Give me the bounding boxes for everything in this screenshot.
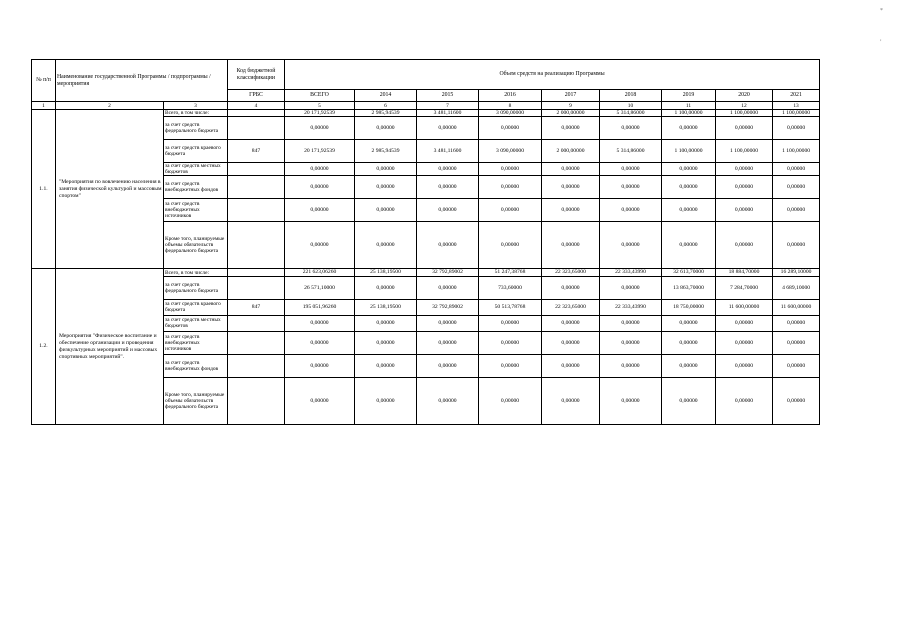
value-year: 0,00000 (479, 117, 542, 140)
column-number-row (32, 102, 820, 110)
value-year: 0,00000 (600, 276, 662, 299)
value-year: 1 100,00000 (716, 110, 773, 117)
value-total: 0,00000 (285, 315, 355, 331)
value-year: 0,00000 (773, 117, 820, 140)
value-total: 26 571,10000 (285, 276, 355, 299)
value-year: 11 600,00000 (716, 299, 773, 315)
header-year: 2020 (716, 90, 773, 102)
value-year: 0,00000 (716, 163, 773, 176)
funding-source: за счет средств краевого бюджета (164, 140, 228, 163)
value-year: 1 100,00000 (773, 140, 820, 163)
table-row (32, 269, 820, 276)
grbs-code (228, 377, 285, 424)
value-year: 0,00000 (662, 199, 716, 222)
value-year: 0,00000 (773, 315, 820, 331)
value-year: 0,00000 (355, 354, 417, 377)
value-year: 0,00000 (542, 222, 600, 269)
value-year: 0,00000 (355, 222, 417, 269)
value-year: 0,00000 (355, 199, 417, 222)
value-year: 0,00000 (600, 377, 662, 424)
grbs-code (228, 110, 285, 117)
header-year: 2018 (600, 90, 662, 102)
value-year: 0,00000 (417, 222, 479, 269)
value-year: 0,00000 (716, 377, 773, 424)
grbs-code (228, 222, 285, 269)
value-year: 0,00000 (417, 315, 479, 331)
value-year: 0,00000 (542, 354, 600, 377)
value-year: 0,00000 (773, 199, 820, 222)
value-year: 2 985,94539 (355, 140, 417, 163)
value-year: 0,00000 (542, 199, 600, 222)
grbs-code (228, 163, 285, 176)
value-year: 0,00000 (600, 315, 662, 331)
table-row (32, 110, 820, 117)
value-year: 0,00000 (662, 176, 716, 199)
value-year: 1 100,00000 (773, 110, 820, 117)
value-year: 0,00000 (600, 354, 662, 377)
grbs-code (228, 354, 285, 377)
value-year: 2 000,00000 (542, 140, 600, 163)
column-number: 6 (355, 102, 417, 110)
grbs-code (228, 331, 285, 354)
header-grbs: ГРБС (228, 90, 285, 102)
block-name: Мероприятия "Физическое воспитание и обеспечение организации и проведения физкультурных мероприятий и массовых спортивных мероприятий". (56, 269, 164, 424)
value-year: 0,00000 (662, 117, 716, 140)
value-year: 0,00000 (773, 176, 820, 199)
value-year: 0,00000 (542, 315, 600, 331)
value-year: 22 333,43990 (600, 269, 662, 276)
value-year: 0,00000 (716, 222, 773, 269)
value-year: 0,00000 (773, 163, 820, 176)
value-year: 22 323,65000 (542, 299, 600, 315)
value-year: 0,00000 (479, 222, 542, 269)
value-total: 0,00000 (285, 354, 355, 377)
value-total: 0,00000 (285, 163, 355, 176)
funding-source: Всего, в том числе: (164, 269, 228, 276)
header-funding: Объем средств на реализацию Программы (285, 60, 820, 90)
value-year: 0,00000 (417, 176, 479, 199)
value-year: 0,00000 (542, 377, 600, 424)
header-code: Код бюджетной классификации (228, 60, 285, 90)
value-year: 0,00000 (542, 276, 600, 299)
value-year: 25 138,19500 (355, 299, 417, 315)
column-number: 13 (773, 102, 820, 110)
value-year: 733,60000 (479, 276, 542, 299)
funding-source: за счет средств федерального бюджета (164, 117, 228, 140)
value-year: 0,00000 (479, 354, 542, 377)
value-year: 0,00000 (773, 331, 820, 354)
funding-source: за счет средств федерального бюджета (164, 276, 228, 299)
value-total: 195 051,96260 (285, 299, 355, 315)
value-year: 32 792,89002 (417, 269, 479, 276)
value-year: 0,00000 (773, 354, 820, 377)
value-year: 0,00000 (479, 331, 542, 354)
value-year: 0,00000 (716, 331, 773, 354)
value-year: 0,00000 (355, 276, 417, 299)
value-year: 0,00000 (417, 276, 479, 299)
value-year: 0,00000 (355, 331, 417, 354)
value-year: 0,00000 (716, 354, 773, 377)
header-year: 2021 (773, 90, 820, 102)
value-year: 0,00000 (600, 117, 662, 140)
value-year: 22 333,43990 (600, 299, 662, 315)
value-year: 0,00000 (662, 163, 716, 176)
funding-source: за счет средств внебюджетных фондов (164, 176, 228, 199)
value-year: 32 613,70000 (662, 269, 716, 276)
column-number: 8 (479, 102, 542, 110)
header-year: 2014 (355, 90, 417, 102)
value-year: 4 689,10000 (773, 276, 820, 299)
value-year: 0,00000 (662, 354, 716, 377)
column-number: 4 (228, 102, 285, 110)
value-year: 2 000,00000 (542, 110, 600, 117)
value-total: 0,00000 (285, 117, 355, 140)
header-year: 2017 (542, 90, 600, 102)
value-year: 2 985,94539 (355, 110, 417, 117)
block-number: 1.2. (32, 269, 56, 424)
value-year: 0,00000 (479, 377, 542, 424)
funding-table (31, 59, 820, 425)
value-year: 3 481,11600 (417, 110, 479, 117)
column-number: 7 (417, 102, 479, 110)
value-year: 0,00000 (716, 315, 773, 331)
value-year: 0,00000 (773, 222, 820, 269)
funding-source: за счет средств внебюджетных источников (164, 331, 228, 354)
grbs-code: 847 (228, 140, 285, 163)
value-year: 0,00000 (417, 331, 479, 354)
column-number: 2 (56, 102, 164, 110)
value-year: 5 314,86000 (600, 110, 662, 117)
value-year: 22 323,65000 (542, 269, 600, 276)
value-year: 0,00000 (716, 117, 773, 140)
value-year: 0,00000 (600, 163, 662, 176)
value-year: 1 100,00000 (662, 110, 716, 117)
value-year: 0,00000 (355, 176, 417, 199)
value-year: 0,00000 (662, 315, 716, 331)
value-year: 0,00000 (417, 117, 479, 140)
value-year: 51 247,38768 (479, 269, 542, 276)
column-number: 12 (716, 102, 773, 110)
value-year: 0,00000 (355, 377, 417, 424)
value-total: 0,00000 (285, 222, 355, 269)
value-total: 0,00000 (285, 377, 355, 424)
grbs-code (228, 276, 285, 299)
value-year: 0,00000 (600, 331, 662, 354)
value-year: 5 314,86000 (600, 140, 662, 163)
value-year: 0,00000 (355, 315, 417, 331)
grbs-code (228, 269, 285, 276)
value-year: 0,00000 (417, 354, 479, 377)
value-year: 0,00000 (716, 176, 773, 199)
value-year: 0,00000 (716, 199, 773, 222)
value-year: 50 513,78768 (479, 299, 542, 315)
value-year: 0,00000 (542, 331, 600, 354)
value-year: 0,00000 (479, 199, 542, 222)
column-number: 3 (164, 102, 228, 110)
column-number: 10 (600, 102, 662, 110)
funding-source: Всего, в том числе: (164, 110, 228, 117)
value-year: 0,00000 (773, 377, 820, 424)
value-year: 3 090,00000 (479, 110, 542, 117)
scan-mark: * (880, 8, 883, 14)
value-total: 20 171,92539 (285, 140, 355, 163)
grbs-code (228, 117, 285, 140)
value-year: 0,00000 (600, 176, 662, 199)
value-year: 0,00000 (600, 199, 662, 222)
grbs-code (228, 176, 285, 199)
header-year: 2015 (417, 90, 479, 102)
value-year: 25 138,19500 (355, 269, 417, 276)
block-number: 1.1. (32, 110, 56, 269)
value-year: 0,00000 (662, 377, 716, 424)
grbs-code (228, 315, 285, 331)
value-year: 32 792,89002 (417, 299, 479, 315)
value-year: 0,00000 (662, 222, 716, 269)
funding-source: за счет средств местных бюджетов (164, 315, 228, 331)
funding-source: за счет средств местных бюджетов (164, 163, 228, 176)
value-year: 1 100,00000 (716, 140, 773, 163)
value-year: 0,00000 (417, 199, 479, 222)
value-year: 0,00000 (479, 315, 542, 331)
funding-source: Кроме того, планируемые объемы обязательств федерального бюджета (164, 377, 228, 424)
funding-source: за счет средств краевого бюджета (164, 299, 228, 315)
scan-mark: , (880, 36, 882, 42)
value-year: 3 090,00000 (479, 140, 542, 163)
value-year: 0,00000 (600, 222, 662, 269)
value-total: 0,00000 (285, 331, 355, 354)
value-year: 0,00000 (542, 176, 600, 199)
column-number: 11 (662, 102, 716, 110)
value-total: 20 171,92539 (285, 110, 355, 117)
value-year: 16 289,10000 (773, 269, 820, 276)
funding-source: за счет средств внебюджетных источников (164, 199, 228, 222)
value-total: 221 623,06260 (285, 269, 355, 276)
value-year: 0,00000 (479, 163, 542, 176)
grbs-code: 847 (228, 299, 285, 315)
header-name: Наименование государственной Программы / подпрограммы / мероприятия (56, 60, 228, 102)
value-year: 7 284,70000 (716, 276, 773, 299)
value-total: 0,00000 (285, 199, 355, 222)
value-year: 0,00000 (662, 331, 716, 354)
value-year: 0,00000 (355, 163, 417, 176)
header-total: ВСЕГО (285, 90, 355, 102)
value-year: 13 863,70000 (662, 276, 716, 299)
value-year: 0,00000 (479, 176, 542, 199)
value-year: 18 750,00000 (662, 299, 716, 315)
value-year: 1 100,00000 (662, 140, 716, 163)
grbs-code (228, 199, 285, 222)
block-name: "Мероприятия по вовлечению населения в занятия физической культурой и массовым спортом" (56, 110, 164, 269)
value-year: 0,00000 (355, 117, 417, 140)
value-total: 0,00000 (285, 176, 355, 199)
value-year: 0,00000 (542, 163, 600, 176)
column-number: 1 (32, 102, 56, 110)
column-number: 5 (285, 102, 355, 110)
header-num: № п/п (32, 60, 56, 102)
funding-source: Кроме того, планируемые объемы обязательств федерального бюджета (164, 222, 228, 269)
funding-source: за счет средств внебюджетных фондов (164, 354, 228, 377)
value-year: 0,00000 (542, 117, 600, 140)
funding-table-page (31, 59, 819, 425)
value-year: 18 884,70000 (716, 269, 773, 276)
value-year: 0,00000 (417, 377, 479, 424)
value-year: 0,00000 (417, 163, 479, 176)
header-year: 2019 (662, 90, 716, 102)
value-year: 3 481,11600 (417, 140, 479, 163)
header-year: 2016 (479, 90, 542, 102)
column-number: 9 (542, 102, 600, 110)
value-year: 11 600,00000 (773, 299, 820, 315)
